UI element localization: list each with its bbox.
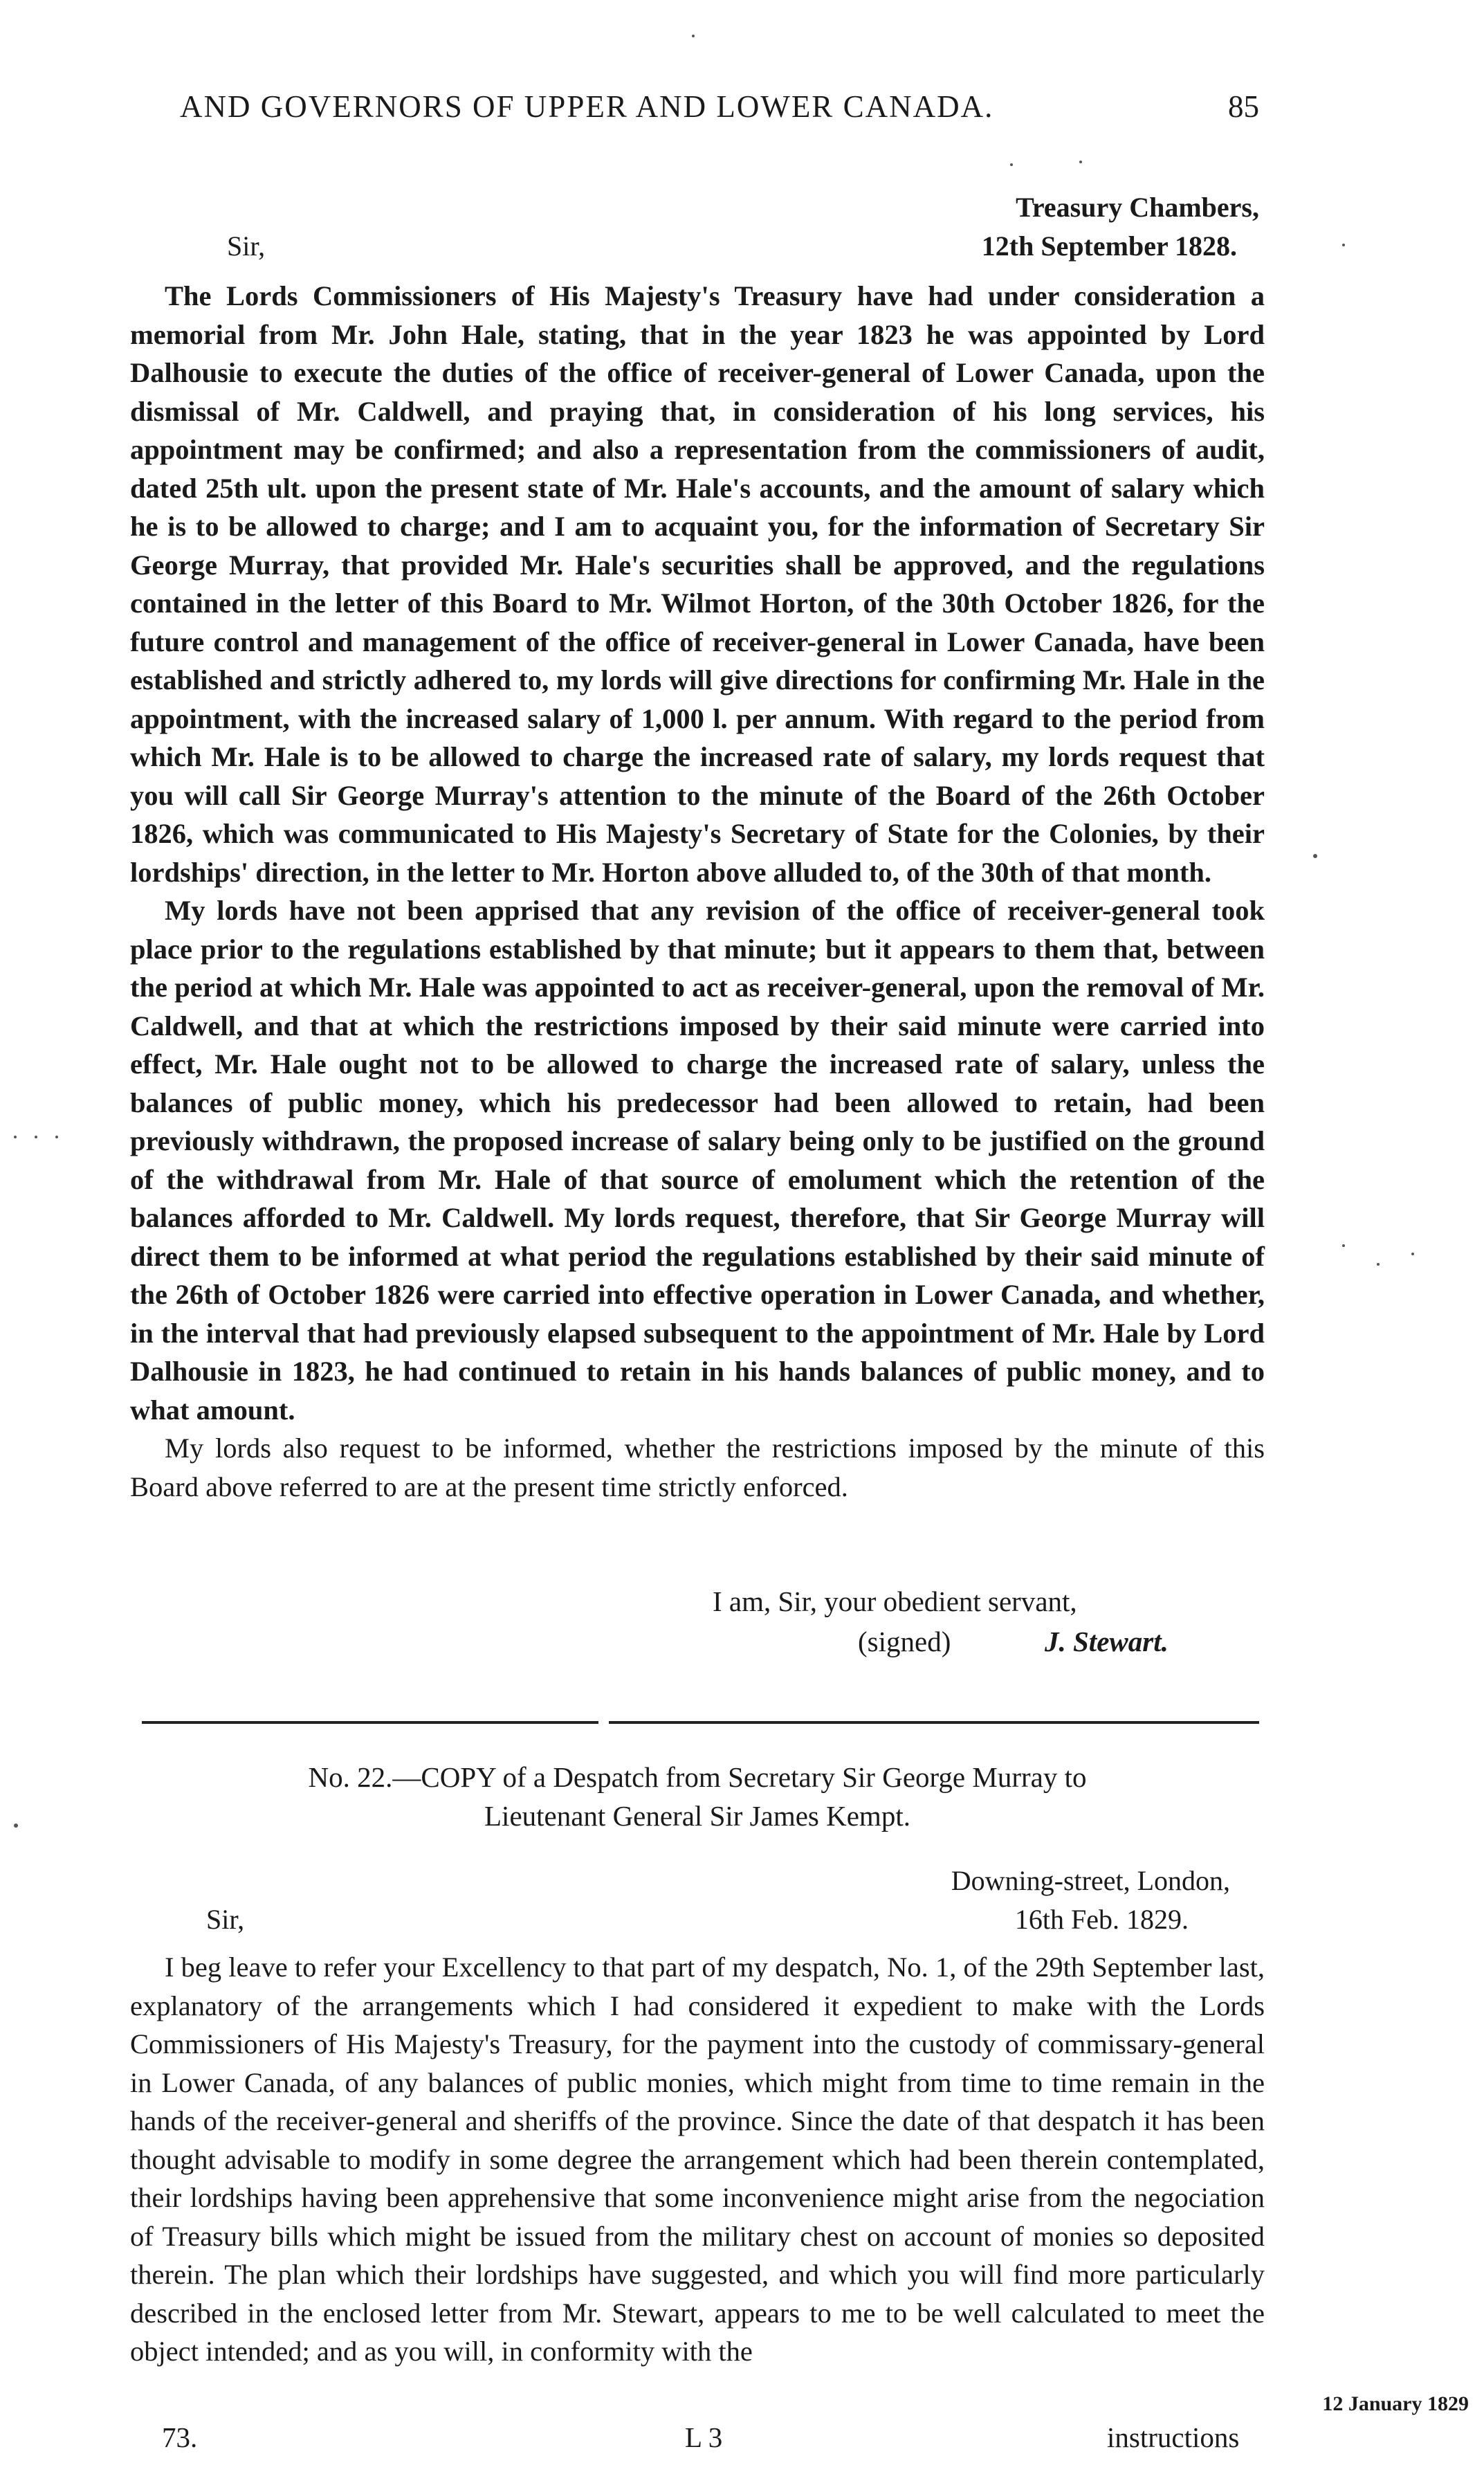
scan-speck	[692, 35, 695, 37]
scan-speck	[1342, 244, 1345, 246]
scan-speck	[1010, 163, 1013, 166]
catchword: instructions	[1107, 2421, 1240, 2453]
page-number: 85	[1228, 89, 1259, 124]
running-head	[180, 89, 1259, 130]
scan-speck	[1079, 161, 1082, 163]
despatch-body	[130, 1948, 1265, 2371]
despatch-paragraph: I beg leave to refer your Excellency to that part of my despatch, No. 1, of the 29th September last, explanatory of the arrangements which I had considered it expedient to make with the Lords Commissioners of His Majesty's Treasury, for the payment into the custody of commissary-general in Lower Canada, of any balances of public monies, which might from time to time remain in the hands of the receiver-general and sheriffs of the province. Since the date of that despatch it has been thought advisable to modify in some degree the arrangement which had been therein contemplated, their lordships having been apprehensive that some inconvenience might arise from the negociation of Treasury bills which might be issued from the military chest on account of monies so deposited therein. The plan which their lordships have suggested, and which you will find more particularly described in the enclosed letter from Mr. Stewart, appears to me to be well calculated to meet the object intended; and as you will, in conformity with the	[130, 1952, 1265, 2367]
divider-rule-right	[609, 1721, 1259, 1724]
divider-rule-left	[142, 1721, 598, 1724]
despatch-place: Downing-street, London,	[951, 1865, 1230, 1896]
signed-label: (signed)	[858, 1626, 951, 1657]
scan-speck	[14, 1136, 17, 1138]
scan-speck	[1342, 1244, 1345, 1247]
letter-salutation: Sir,	[227, 230, 266, 262]
signature-mark: L 3	[685, 2421, 723, 2453]
scan-speck	[14, 1823, 18, 1828]
signatory: J. Stewart.	[1045, 1626, 1169, 1657]
scan-speck	[1411, 1253, 1414, 1255]
letter-paragraph: My lords also request to be informed, whether the restrictions imposed by the minute of this Board above referred to are at the present time strictly enforced.	[130, 1432, 1265, 1502]
despatch-date: 16th Feb. 1829.	[1014, 1904, 1189, 1935]
letter-date: 12th September 1828.	[981, 230, 1237, 262]
letter-paragraph: The Lords Commissioners of His Majesty's Treasury have had under consideration a memorial from Mr. John Hale, stating, that in the year 1823 he was appointed by Lord Dalhousie to execute the duties of the office of receiver-general of Lower Canada, upon the dismissal of Mr. Caldwell, and praying that, in consideration of his long services, his appointment may be confirmed; and also a representation from the commissioners of audit, dated 25th ult. upon the present state of Mr. Hale's accounts, and the amount of salary which he is to be allowed to charge; and I am to acquaint you, for the information of Secretary Sir George Murray, that provided Mr. Hale's securities shall be approved, and the regulations contained in the letter of this Board to Mr. Wilmot Horton, of the 30th October 1826, for the future control and management of the office of receiver-general in Lower Canada, have been established and strictly adhered to, my lords will give directions for confirming Mr. Hale in the appointment, with the increased salary of 1,000 l. per annum. With regard to the period from which Mr. Hale is to be allowed to charge the increased rate of salary, my lords request that you will call Sir George Murray's attention to the minute of the Board of the 26th October 1826, which was communicated to His Majesty's Secretary of State for the Colonies, by their lordships' direction, in the letter to Mr. Horton above alluded to, of the 30th of that month.	[130, 280, 1265, 888]
despatch-heading-line1: No. 22.—COPY of a Despatch from Secretary Sir George Murray to	[308, 1761, 1087, 1793]
letter-paragraph: My lords have not been apprised that any revision of the office of receiver-general took place prior to the regulations established by that minute; but it appears to them that, between the period at which Mr. Hale was appointed to act as receiver-general, upon the removal of Mr. Caldwell, and that at which the restrictions imposed by their said minute were carried into effect, Mr. Hale ought not to be allowed to charge the increased rate of salary, unless the balances of public money, which his predecessor had been allowed to retain, had been previously withdrawn, the proposed increase of salary being only to be justified on the ground of the withdrawal from Mr. Hale of that source of emolument which the retention of the balances afforded to Mr. Caldwell. My lords request, therefore, that Sir George Murray will direct them to be informed at what period the regulations established by their said minute of the 26th of October 1826 were carried into effective operation in Lower Canada, and whether, in the interval that had previously elapsed subsequent to the appointment of Mr. Hale by Lord Dalhousie in 1823, he had continued to retain in his hands balances of public money, and to what amount.	[130, 895, 1265, 1426]
scan-speck	[35, 1136, 37, 1138]
letter-body	[130, 277, 1265, 1506]
scan-speck	[1313, 854, 1317, 858]
margin-note: 12 January 1829	[1322, 2392, 1469, 2415]
running-title: AND GOVERNORS OF UPPER AND LOWER CANADA.	[180, 89, 994, 124]
despatch-heading-line2: Lieutenant General Sir James Kempt.	[484, 1800, 910, 1832]
despatch-header	[130, 1862, 1265, 1939]
scan-speck	[55, 1136, 58, 1138]
letter-header	[130, 188, 1265, 266]
letter-place: Treasury Chambers,	[1016, 192, 1259, 223]
scan-speck	[1377, 1263, 1380, 1266]
letter-closing: I am, Sir, your obedient servant,	[713, 1585, 1077, 1617]
footer-number: 73.	[162, 2421, 198, 2453]
despatch-salutation: Sir,	[206, 1904, 245, 1935]
